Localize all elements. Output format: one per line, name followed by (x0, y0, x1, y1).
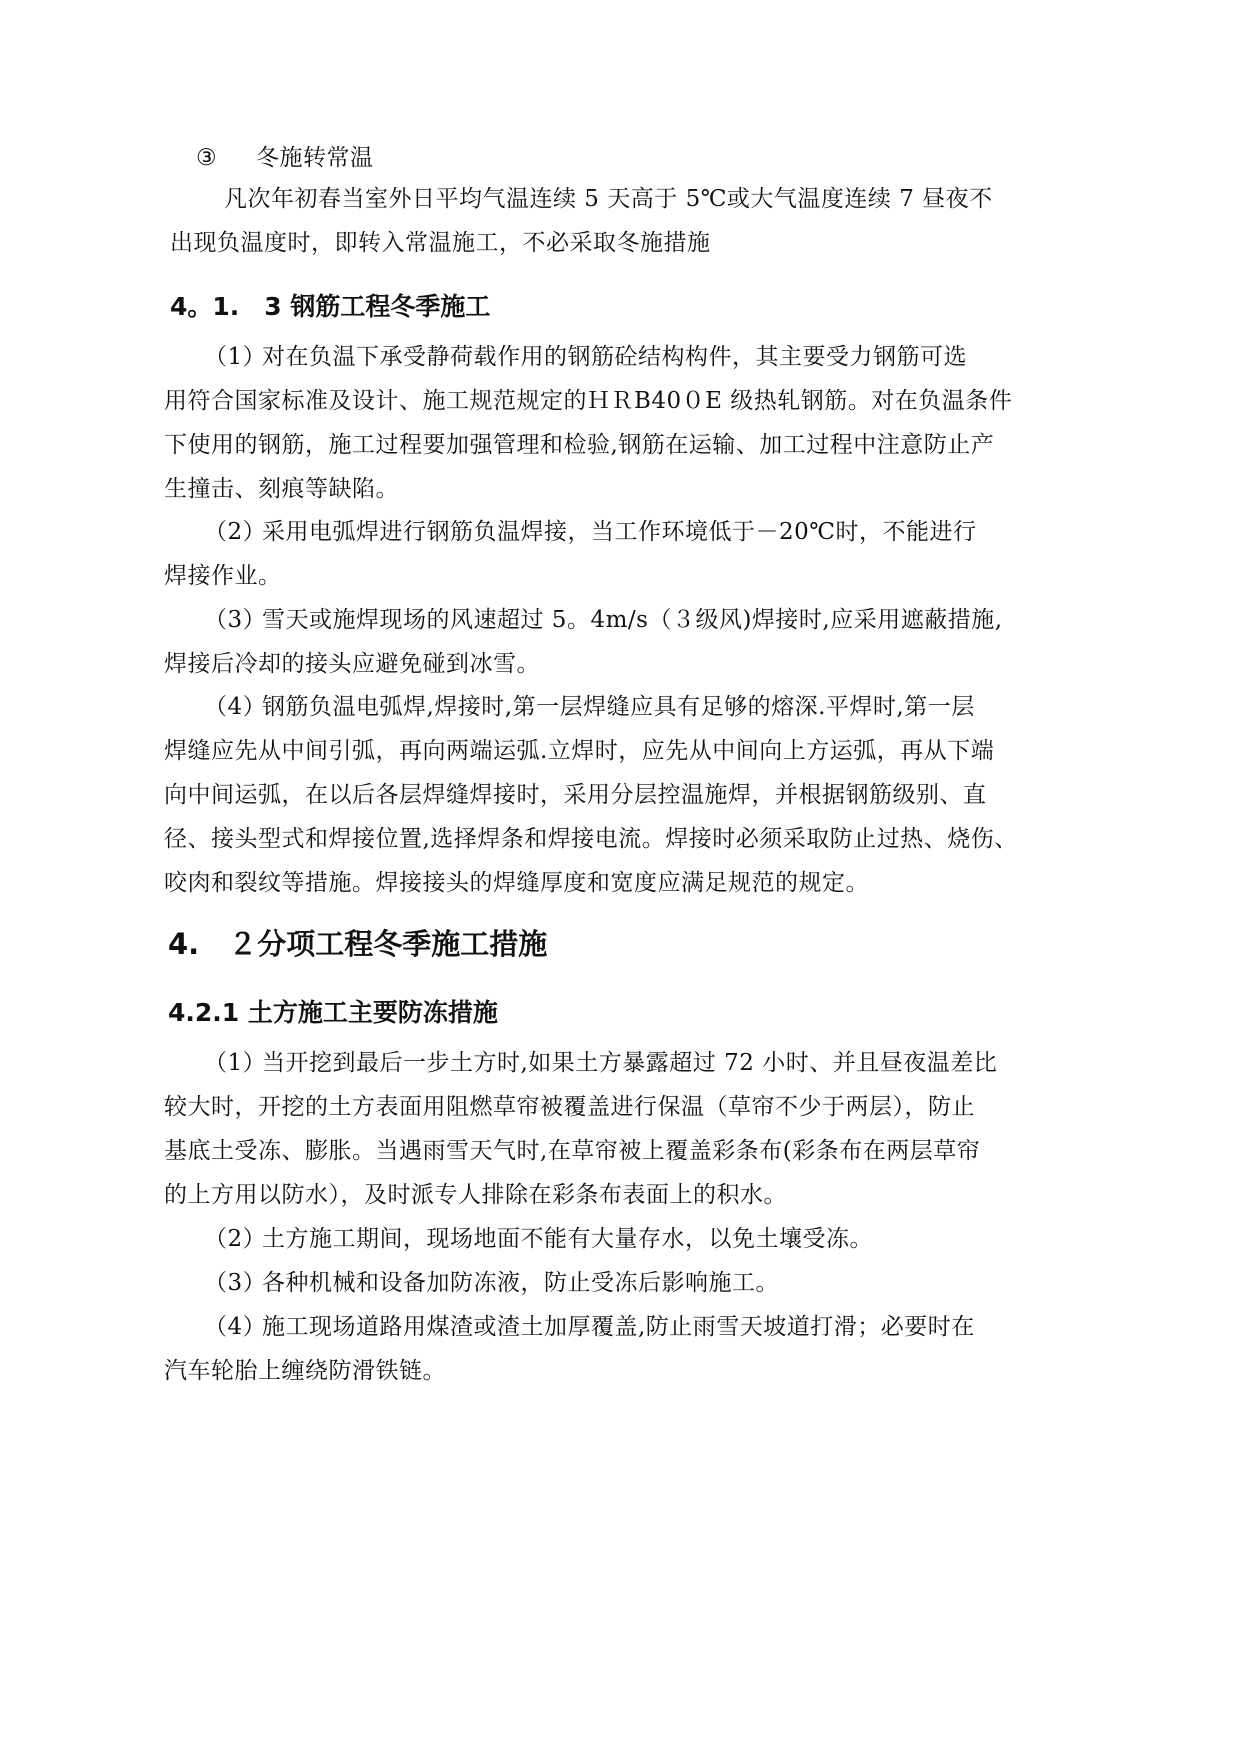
list-item-number: （1） (204, 1050, 267, 1076)
subsection-title-text: 冬施转常温 (256, 145, 374, 171)
paragraph-line: 较大时，开挖的土方表面用阻燃草帘被覆盖进行保温（草帘不少于两层），防止 (164, 1094, 975, 1120)
list-item-number: （4） (204, 694, 267, 720)
circled-number: ③ (196, 145, 218, 171)
paragraph-line: 施工现场道路用煤渣或渣土加厚覆盖,防止雨雪天坡道打滑；必要时在 (262, 1314, 975, 1340)
chapter-heading: 4. ２分项工程冬季施工措施 (168, 927, 548, 961)
paragraph-line: 雪天或施焊现场的风速超过 5。4m/s（３级风)焊接时,应采用遮蔽措施, (262, 607, 1003, 633)
paragraph-line: 下使用的钢筋，施工过程要加强管理和检验,钢筋在运输、加工过程中注意防止产 (164, 432, 995, 458)
list-item-number: （3） (204, 607, 267, 633)
paragraph-line: 土方施工期间，现场地面不能有大量存水，以免土壤受冻。 (262, 1226, 873, 1252)
paragraph-line: 出现负温度时，即转入常温施工，不必采取冬施措施 (170, 230, 711, 256)
list-item-number: （2） (204, 1226, 267, 1252)
paragraph-line: 向中间运弧，在以后各层焊缝焊接时，采用分层控温施焊，并根据钢筋级别、直 (164, 782, 987, 808)
section-heading: 4.2.1 土方施工主要防冻措施 (168, 998, 498, 1027)
paragraph-line: 当开挖到最后一步土方时,如果土方暴露超过 72 小时、并且昼夜温差比 (262, 1050, 998, 1076)
section-heading: 4。1. 3 钢筋工程冬季施工 (170, 292, 491, 321)
paragraph-line: 咬肉和裂纹等措施。焊接接头的焊缝厚度和宽度应满足规范的规定。 (164, 870, 869, 896)
paragraph-line: 径、接头型式和焊接位置,选择焊条和焊接电流。焊接时必须采取防止过热、烧伤、 (164, 826, 1018, 852)
list-item-number: （3） (204, 1270, 267, 1296)
list-item-number: （2） (204, 519, 267, 545)
paragraph-line: 汽车轮胎上缠绕防滑铁链。 (164, 1358, 446, 1384)
subsection-title (196, 143, 374, 173)
paragraph-line: 焊接作业。 (164, 563, 282, 589)
paragraph-line: 焊接后冷却的接头应避免碰到冰雪。 (164, 651, 540, 677)
list-item-number: （1） (204, 344, 267, 370)
paragraph-line: 对在负温下承受静荷载作用的钢筋砼结构构件，其主要受力钢筋可选 (262, 344, 967, 370)
paragraph-line: 凡次年初春当室外日平均气温连续 5 天高于 5℃或大气温度连续 7 昼夜不 (224, 186, 993, 212)
paragraph-line: 焊缝应先从中间引弧，再向两端运弧.立焊时，应先从中间向上方运弧，再从下端 (164, 738, 995, 764)
paragraph-line: 钢筋负温电弧焊,焊接时,第一层焊缝应具有足够的熔深.平焊时,第一层 (262, 694, 975, 720)
paragraph-line: 采用电弧焊进行钢筋负温焊接，当工作环境低于－20℃时，不能进行 (262, 519, 977, 545)
paragraph-line: 各种机械和设备加防冻液，防止受冻后影响施工。 (262, 1270, 779, 1296)
paragraph-line: 用符合国家标准及设计、施工规范规定的ＨＲB40０E 级热轧钢筋。对在负温条件 (164, 388, 1013, 414)
paragraph-line: 的上方用以防水），及时派专人排除在彩条布表面上的积水。 (164, 1182, 787, 1208)
list-item-number: （4） (204, 1314, 267, 1340)
paragraph-line: 基底土受冻、膨胀。当遇雨雪天气时,在草帘被上覆盖彩条布(彩条布在两层草帘 (164, 1138, 981, 1164)
paragraph-line: 生撞击、刻痕等缺陷。 (164, 476, 399, 502)
